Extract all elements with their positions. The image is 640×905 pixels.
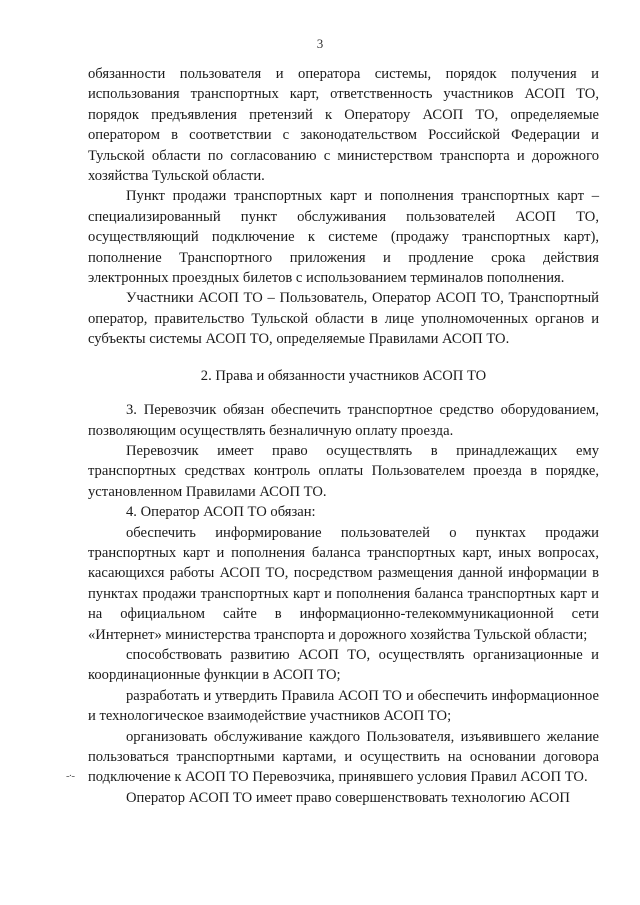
paragraph-carrier-obligation: 3. Перевозчик обязан обеспечить транспортное средство оборудованием, позволяющим осуществлять безналичную оплату проезда. [88, 402, 599, 439]
paragraph-participants-definition: Участники АСОП ТО – Пользователь, Оператор АСОП ТО, Транспортный оператор, правительство Тульской области в лице уполномоченных органов и субъекты системы АСОП ТО, определяемые Правилами АСОП ТО. [88, 290, 599, 348]
section-heading: 2. Права и обязанности участников АСОП ТО [200, 367, 487, 384]
paragraph-operator-obligations-intro: 4. Оператор АСОП ТО обязан: [126, 504, 316, 521]
paragraph-operator-develop: способствовать развитию АСОП ТО, осуществлять организационные и координационные функции в АСОП ТО; [88, 646, 599, 684]
paragraph-sales-point-definition: Пункт продажи транспортных карт и пополнения транспортных карт – специализированный пункт обслуживания пользователей АСОП ТО, осуществляющий подключение к системе (продажу транспортных карт), пополнение Транспортного приложения и продление срока действия электронных проездных билетов с использованием терминалов пополнения. [88, 188, 599, 287]
page-number: 3 [316, 36, 324, 51]
document-body [88, 64, 599, 808]
paragraph-carrier-right: Перевозчик имеет право осуществлять в принадлежащих ему транспортных средствах контроль оплаты Пользователем проезда в порядке, установленном Правилами АСОП ТО. [88, 442, 599, 500]
paragraph-operator-right: Оператор АСОП ТО имеет право совершенствовать технологию АСОП [126, 789, 570, 806]
paragraph-operator-inform: обеспечить информирование пользователей о пунктах продажи транспортных карт и пополнения баланса транспортных карт, иных вопросах, касающихся работы АСОП ТО, посредством размещения данной информации в пунктах продажи транспортных карт и пополнения баланса транспортных карт и на официальном сайте в информационно-телекоммуникационной сети «Интернет» министерства транспорта и дорожного хозяйства Тульской области; [88, 524, 599, 643]
paragraph-continuation: обязанности пользователя и оператора системы, порядок получения и использования транспортных карт, ответственность участников АСОП ТО, порядок предъявления претензий к Оператору АСОП ТО, определяемые оператором в соответствии с законодательством Российской Федерации и Тульской области по согласованию с министерством транспорта и дорожного хозяйства Тульской области. [88, 66, 599, 185]
paragraph-operator-service: организовать обслуживание каждого Пользователя, изъявившего желание пользоваться транспортными картами, и осуществить на основании договора подключение к АСОП ТО Перевозчика, принявшего условия Правил АСОП ТО. [88, 728, 599, 786]
margin-mark: -·- [66, 770, 74, 782]
paragraph-operator-rules: разработать и утвердить Правила АСОП ТО и обеспечить информационное и технологическое взаимодействие участников АСОП ТО; [88, 687, 599, 725]
